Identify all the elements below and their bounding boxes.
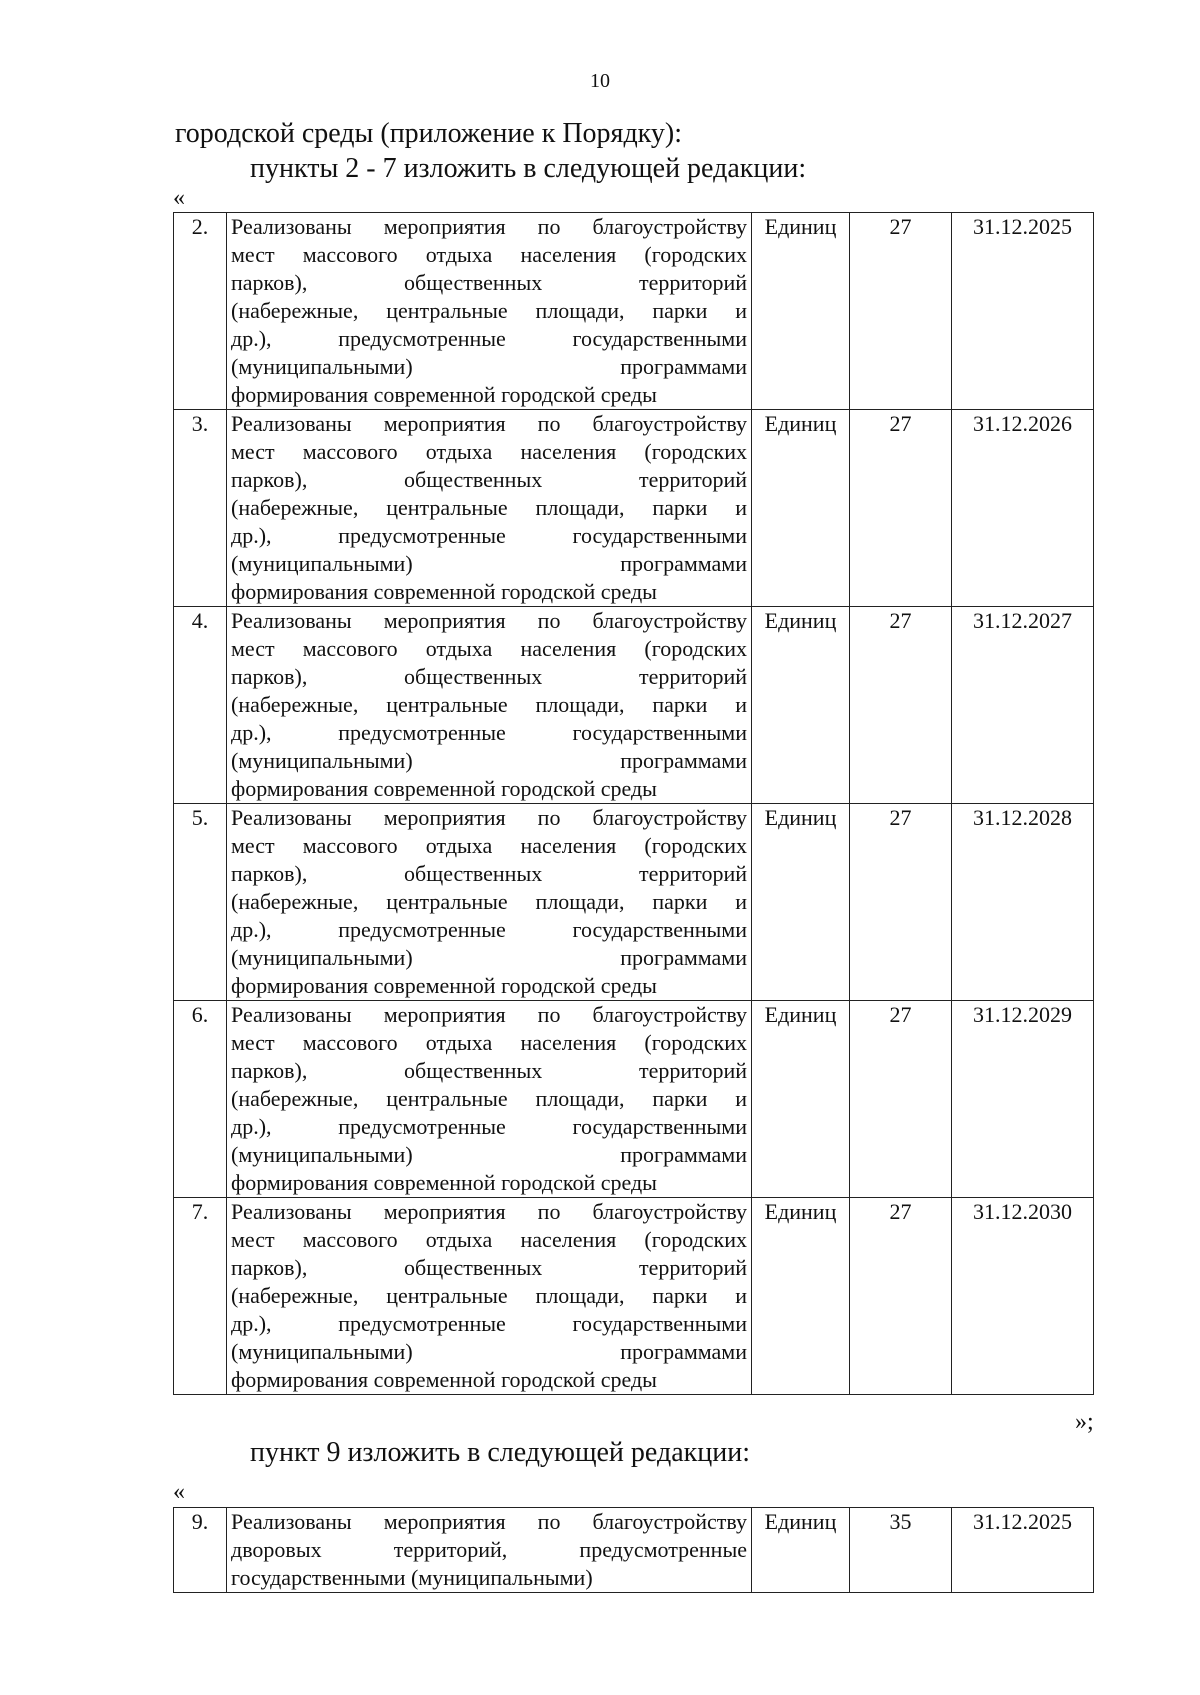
row-description: [227, 1508, 752, 1593]
description-line: (муниципальными) программами: [231, 1142, 747, 1167]
description-line: (муниципальными) программами: [231, 354, 747, 379]
table-row: [174, 410, 1094, 607]
indicators-table: [173, 212, 1094, 1395]
row-number: 2.: [174, 213, 227, 410]
row-quantity: 27: [850, 607, 952, 804]
row-description: [227, 1001, 752, 1198]
description-line: Реализованы мероприятия по благоустройству: [231, 1199, 747, 1224]
table-row: [174, 1001, 1094, 1198]
row-quantity: 27: [850, 804, 952, 1001]
row-date: 31.12.2029: [952, 1001, 1094, 1198]
row-number: 9.: [174, 1508, 227, 1593]
row-quantity: 35: [850, 1508, 952, 1593]
row-unit: Единиц: [752, 213, 850, 410]
row-description: [227, 804, 752, 1001]
description-line: (муниципальными) программами: [231, 1339, 747, 1364]
row-quantity: 27: [850, 1198, 952, 1395]
table-row: [174, 607, 1094, 804]
description-line: (муниципальными) программами: [231, 748, 747, 773]
description-line: формирования современной городской среды: [231, 1170, 657, 1195]
open-quote-2: «: [173, 1479, 185, 1505]
description-line: (набережные, центральные площади, парки и: [231, 692, 747, 717]
intro-text-line-2: пункты 2 - 7 изложить в следующей редакции:: [250, 153, 807, 184]
description-line: (набережные, центральные площади, парки и: [231, 1283, 747, 1308]
row-description: [227, 410, 752, 607]
description-line: мест массового отдыха населения (городских: [231, 833, 747, 858]
description-line: парков), общественных территорий: [231, 270, 747, 295]
table-row: [174, 804, 1094, 1001]
description-line: мест массового отдыха населения (городских: [231, 439, 747, 464]
row-unit: Единиц: [752, 804, 850, 1001]
description-line: др.), предусмотренные государственными: [231, 720, 747, 745]
row-quantity: 27: [850, 410, 952, 607]
description-line: Реализованы мероприятия по благоустройству: [231, 214, 747, 239]
description-line: др.), предусмотренные государственными: [231, 523, 747, 548]
description-line: др.), предусмотренные государственными: [231, 1114, 747, 1139]
description-line: (муниципальными) программами: [231, 945, 747, 970]
description-line: (набережные, центральные площади, парки и: [231, 1086, 747, 1111]
description-line: формирования современной городской среды: [231, 1367, 657, 1392]
description-line: Реализованы мероприятия по благоустройству: [231, 1002, 747, 1027]
description-line: (муниципальными) программами: [231, 551, 747, 576]
row-description: [227, 213, 752, 410]
intro-text-line-1: городской среды (приложение к Порядку):: [175, 118, 682, 149]
description-line: др.), предусмотренные государственными: [231, 917, 747, 942]
row-date: 31.12.2028: [952, 804, 1094, 1001]
table-row: [174, 1198, 1094, 1395]
row-number: 7.: [174, 1198, 227, 1395]
row-number: 5.: [174, 804, 227, 1001]
row-unit: Единиц: [752, 607, 850, 804]
description-line: (набережные, центральные площади, парки и: [231, 495, 747, 520]
table-row: [174, 1508, 1094, 1593]
description-line: Реализованы мероприятия по благоустройству: [231, 411, 747, 436]
indicators-table-2: [173, 1507, 1094, 1593]
row-unit: Единиц: [752, 410, 850, 607]
row-date: 31.12.2026: [952, 410, 1094, 607]
description-line: др.), предусмотренные государственными: [231, 1311, 747, 1336]
description-line: парков), общественных территорий: [231, 1058, 747, 1083]
table-row: [174, 213, 1094, 410]
description-line: формирования современной городской среды: [231, 579, 657, 604]
description-line: др.), предусмотренные государственными: [231, 326, 747, 351]
row-date: 31.12.2025: [952, 1508, 1094, 1593]
description-line: Реализованы мероприятия по благоустройству: [231, 1509, 747, 1534]
open-quote: «: [173, 185, 185, 211]
page-number: 10: [590, 70, 610, 92]
row-number: 6.: [174, 1001, 227, 1198]
description-line: Реализованы мероприятия по благоустройству: [231, 805, 747, 830]
description-line: формирования современной городской среды: [231, 973, 657, 998]
description-line: мест массового отдыха населения (городских: [231, 1227, 747, 1252]
description-line: государственными (муниципальными): [231, 1565, 593, 1590]
description-line: парков), общественных территорий: [231, 861, 747, 886]
description-line: формирования современной городской среды: [231, 382, 657, 407]
description-line: парков), общественных территорий: [231, 1255, 747, 1280]
row-description: [227, 1198, 752, 1395]
description-line: парков), общественных территорий: [231, 467, 747, 492]
row-date: 31.12.2025: [952, 213, 1094, 410]
close-quote: »;: [1075, 1409, 1094, 1435]
row-date: 31.12.2027: [952, 607, 1094, 804]
description-line: мест массового отдыха населения (городских: [231, 636, 747, 661]
description-line: формирования современной городской среды: [231, 776, 657, 801]
intro-text-line-3: пункт 9 изложить в следующей редакции:: [250, 1437, 750, 1468]
description-line: (набережные, центральные площади, парки и: [231, 298, 747, 323]
row-quantity: 27: [850, 1001, 952, 1198]
description-line: парков), общественных территорий: [231, 664, 747, 689]
row-quantity: 27: [850, 213, 952, 410]
row-number: 4.: [174, 607, 227, 804]
row-unit: Единиц: [752, 1198, 850, 1395]
description-line: Реализованы мероприятия по благоустройству: [231, 608, 747, 633]
description-line: (набережные, центральные площади, парки и: [231, 889, 747, 914]
description-line: дворовых территорий, предусмотренные: [231, 1537, 747, 1562]
row-number: 3.: [174, 410, 227, 607]
row-unit: Единиц: [752, 1001, 850, 1198]
description-line: мест массового отдыха населения (городских: [231, 242, 747, 267]
row-unit: Единиц: [752, 1508, 850, 1593]
row-description: [227, 607, 752, 804]
row-date: 31.12.2030: [952, 1198, 1094, 1395]
description-line: мест массового отдыха населения (городских: [231, 1030, 747, 1055]
